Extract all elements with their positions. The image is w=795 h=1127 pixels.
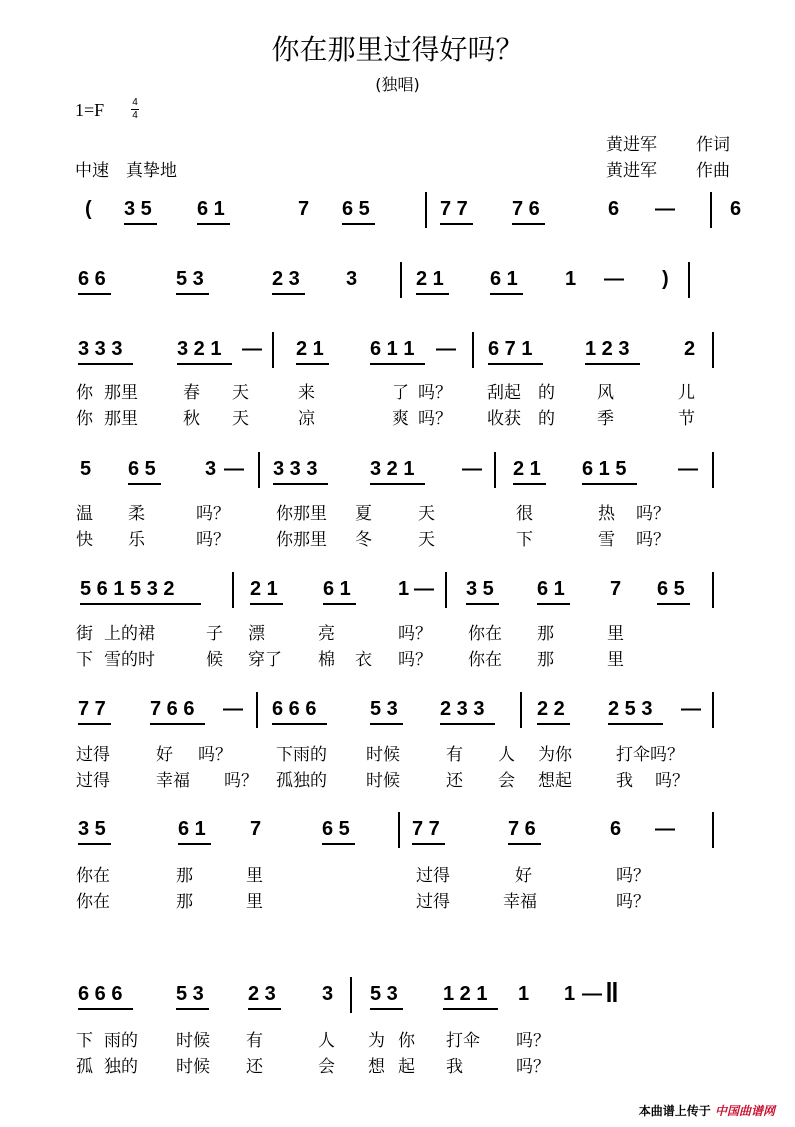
lyric-word: 凉 [298,409,315,429]
note-group: 5 3 [370,698,398,720]
lyric-word: 很 [516,504,533,524]
note-group: 1 [398,578,410,600]
barline [445,572,447,608]
beam-line [124,223,157,225]
lyric-word: 节 [678,409,695,429]
note-group: 5 3 [370,983,398,1005]
barline [472,332,474,368]
note-group: 1 2 3 [585,338,630,360]
lyric-word: 儿 [678,383,695,403]
lyric-word: 为 [368,1031,385,1051]
lyric-word: 时候 [176,1031,210,1051]
lyric-word: 穿了 [248,650,282,670]
beam-line [657,603,690,605]
note-group: 2 5 3 [608,698,653,720]
beam-line [80,603,201,605]
note-group: ( [85,198,92,220]
lyric-word: 你在 [468,624,502,644]
lyric-word: 柔 [128,504,145,524]
beam-line [197,223,230,225]
note-group: 6 7 1 [488,338,533,360]
beam-line [416,293,449,295]
lyric-word: 你 [398,1031,415,1051]
note-group: 6 [610,818,622,840]
lyric-word: 人 [498,745,515,765]
barline [688,262,690,298]
lyric-word: 天 [232,409,249,429]
note-group: 3 3 3 [78,338,123,360]
footer [639,1102,775,1119]
note-group: 3 5 [124,198,152,220]
lyric-word: 吗？ [655,771,689,791]
lyric-word: 那里 [104,383,138,403]
note-group: 6 5 [322,818,350,840]
lyric-word: 你 [76,409,93,429]
lyric-word: 吗？ [616,892,650,912]
lyric-word: 风 [597,383,614,403]
note-group: 7 6 [512,198,540,220]
note-group: 6 6 6 [272,698,317,720]
lyric-word: 热 [598,504,615,524]
lyric-word: 好 [156,745,173,765]
lyric-word: 那 [176,892,193,912]
lyric-word: 下 [76,650,93,670]
lyric-word: 过得 [416,892,450,912]
note-group: 2 1 [416,268,444,290]
lyric-word: 想 [368,1057,385,1077]
lyric-word: 过得 [76,771,110,791]
barline [232,572,234,608]
lyric-word: 子 [206,624,223,644]
note-group: 3 5 [466,578,494,600]
note-group: 7 7 [440,198,468,220]
barline [712,332,714,368]
note-group: 5 3 [176,268,204,290]
lyricist-name: 黄进军 [606,135,657,155]
lyric-word: 那里 [104,409,138,429]
beam-line [440,723,495,725]
lyric-word: 我 [616,771,633,791]
beam-line [488,363,543,365]
lyric-word: 吗？ [636,530,670,550]
note-group: 2 3 [272,268,300,290]
lyric-word: 你那里 [276,504,327,524]
beam-line [370,483,425,485]
dash-note: — [655,198,675,220]
lyric-word: 会 [498,771,515,791]
beam-line [440,223,473,225]
beam-line [128,483,161,485]
lyric-word: 了 [392,383,409,403]
note-group: 5 [80,458,92,480]
time-sig-top: 4 [132,97,138,108]
beam-line [176,1008,209,1010]
note-group: 1 [564,983,576,1005]
note-group: 7 [610,578,622,600]
note-group: ‖ [605,977,619,1008]
beam-line [273,483,328,485]
note-group: 2 1 [250,578,278,600]
lyric-word: 刮起 [487,383,521,403]
lyric-word: 亮 [318,624,335,644]
note-group: 7 6 6 [150,698,195,720]
dash-note: — [224,458,244,480]
beam-line [78,723,111,725]
lyric-word: 过得 [416,866,450,886]
beam-line [78,843,111,845]
note-group: 6 1 [178,818,206,840]
note-group: 3 5 [78,818,106,840]
composer-name: 黄进军 [606,161,657,181]
lyric-word: 春 [183,383,200,403]
lyric-word: 里 [246,892,263,912]
dash-note: — [223,698,243,720]
barline [520,692,522,728]
dash-note: — [436,338,456,360]
beam-line [78,1008,133,1010]
barline [256,692,258,728]
lyric-word: 天 [418,530,435,550]
barline [712,572,714,608]
note-group: 2 [684,338,696,360]
lyric-word: 那 [537,624,554,644]
lyric-word: 秋 [183,409,200,429]
note-group: 6 5 [342,198,370,220]
note-group: 3 [322,983,334,1005]
lyric-word: 你在 [468,650,502,670]
note-group: 7 7 [78,698,106,720]
note-group: 3 2 1 [370,458,415,480]
beam-line [537,603,570,605]
note-group: 2 3 3 [440,698,485,720]
lyric-word: 你那里 [276,530,327,550]
note-group: 1 [565,268,577,290]
beam-line [370,363,425,365]
note-group: 3 [205,458,217,480]
key-signature: 1=F [75,100,105,120]
note-group: 6 6 [78,268,106,290]
note-group: 6 1 1 [370,338,415,360]
dash-note: — [604,268,624,290]
dash-note: — [414,578,434,600]
lyric-word: 幸福 [503,892,537,912]
lyric-word: 你在 [76,892,110,912]
barline [712,692,714,728]
lyric-word: 还 [446,771,463,791]
lyric-word: 吗？ [418,383,452,403]
composer-role: 作曲 [696,161,730,181]
barline [350,977,352,1013]
lyric-word: 里 [246,866,263,886]
lyric-word: 你在 [76,866,110,886]
lyric-word: 独的 [104,1057,138,1077]
barline [400,262,402,298]
lyric-word: 吗？ [398,650,432,670]
lyric-word: 孤独的 [276,771,327,791]
beam-line [342,223,375,225]
dash-note: — [582,983,602,1005]
lyric-word: 吗？ [516,1031,550,1051]
lyric-word: 里 [607,650,624,670]
barline [712,812,714,848]
lyric-word: 吗？ [616,866,650,886]
lyric-word: 想起 [538,771,572,791]
note-group: 7 [298,198,310,220]
lyric-word: 有 [446,745,463,765]
beam-line [272,293,305,295]
beam-line [443,1008,498,1010]
barline [272,332,274,368]
barline [258,452,260,488]
note-group: 6 5 [657,578,685,600]
note-group: 3 2 1 [177,338,222,360]
lyric-word: 吗？ [198,745,232,765]
beam-line [176,293,209,295]
note-group: 5 6 1 5 3 2 [80,578,175,600]
note-group: 6 1 [323,578,351,600]
lyric-word: 吗？ [418,409,452,429]
note-group: 6 1 [490,268,518,290]
lyric-word: 漂 [248,624,265,644]
time-signature [130,98,140,121]
lyric-word: 爽 [392,409,409,429]
lyric-word: 时候 [366,745,400,765]
beam-line [466,603,499,605]
beam-line [322,843,355,845]
note-group: 6 6 6 [78,983,123,1005]
beam-line [370,1008,403,1010]
note-group: 1 2 1 [443,983,488,1005]
lyric-word: 好 [515,866,532,886]
lyric-word: 下 [76,1031,93,1051]
beam-line [608,723,663,725]
lyric-word: 吗？ [196,504,230,524]
note-group: 6 5 [128,458,156,480]
lyric-word: 雨的 [104,1031,138,1051]
lyric-word: 乐 [128,530,145,550]
note-group: 2 2 [537,698,565,720]
lyric-word: 天 [418,504,435,524]
lyric-word: 候 [206,650,223,670]
note-group: 6 1 [197,198,225,220]
lyric-word: 你 [76,383,93,403]
lyric-word: 的 [538,383,555,403]
lyric-word: 下 [516,530,533,550]
song-title: 你在那里过得好吗？ [271,33,524,66]
note-group: 7 7 [412,818,440,840]
footer-text: 本曲谱上传于 [638,1104,711,1118]
note-group: 3 [346,268,358,290]
note-group: 6 [608,198,620,220]
barline [710,192,712,228]
lyric-word: 幸福 [156,771,190,791]
lyric-word: 为你 [538,745,572,765]
beam-line [248,1008,281,1010]
lyric-word: 吗？ [516,1057,550,1077]
dash-note: — [681,698,701,720]
lyric-word: 棉 [318,650,335,670]
tempo-marking: 中速 真挚地 [75,161,177,181]
note-group: 7 6 [508,818,536,840]
beam-line [513,483,546,485]
lyric-word: 时候 [176,1057,210,1077]
note-group: 2 3 [248,983,276,1005]
beam-line [323,603,356,605]
lyricist-role: 作词 [696,135,730,155]
beam-line [582,483,637,485]
song-subtitle: (独唱) [375,75,420,94]
lyric-word: 有 [246,1031,263,1051]
lyric-word: 夏 [355,504,372,524]
lyric-word: 吗？ [196,530,230,550]
lyric-word: 温 [76,504,93,524]
dash-note: — [655,818,675,840]
beam-line [512,223,545,225]
note-group: 2 1 [513,458,541,480]
beam-line [150,723,205,725]
lyric-word: 收获 [487,409,521,429]
barline [712,452,714,488]
lyric-word: 衣 [355,650,372,670]
lyric-word: 吗？ [224,771,258,791]
note-group: 2 1 [296,338,324,360]
beam-line [78,293,111,295]
beam-line [490,293,523,295]
lyric-word: 那 [537,650,554,670]
beam-line [250,603,283,605]
lyric-word: 来 [298,383,315,403]
lyric-word: 天 [232,383,249,403]
note-group: 7 [250,818,262,840]
lyric-word: 孤 [76,1057,93,1077]
lyric-word: 时候 [366,771,400,791]
lyric-word: 雪的时 [104,650,155,670]
note-group: 6 1 [537,578,565,600]
lyric-word: 雪 [598,530,615,550]
lyric-word: 打伞 [446,1031,480,1051]
beam-line [508,843,541,845]
note-group: 5 3 [176,983,204,1005]
beam-line [177,363,232,365]
lyric-word: 里 [607,624,624,644]
site-logo: 中国曲谱网 [714,1104,775,1118]
lyric-word: 下雨的 [276,745,327,765]
dash-note: — [462,458,482,480]
beam-line [412,843,445,845]
lyric-word: 打伞吗？ [616,745,684,765]
beam-line [370,723,403,725]
lyric-word: 冬 [355,530,372,550]
note-group: 1 [518,983,530,1005]
barline [425,192,427,228]
dash-note: — [678,458,698,480]
lyric-word: 起 [398,1057,415,1077]
lyric-word: 街 [76,624,93,644]
barline [494,452,496,488]
beam-line [78,363,133,365]
note-group: 6 1 5 [582,458,627,480]
lyric-word: 吗？ [636,504,670,524]
lyric-word: 吗？ [398,624,432,644]
beam-line [585,363,640,365]
lyric-word: 那 [176,866,193,886]
lyric-word: 季 [597,409,614,429]
barline [398,812,400,848]
dash-note: — [242,338,262,360]
time-sig-bottom: 4 [132,110,138,121]
lyric-word: 我 [446,1057,463,1077]
note-group: 3 3 3 [273,458,318,480]
lyric-word: 还 [246,1057,263,1077]
lyric-word: 会 [318,1057,335,1077]
lyric-word: 过得 [76,745,110,765]
note-group: 6 [730,198,742,220]
beam-line [296,363,329,365]
beam-line [537,723,570,725]
lyric-word: 的 [538,409,555,429]
note-group: ) [662,268,669,290]
beam-line [178,843,211,845]
lyric-word: 上的裙 [104,624,155,644]
beam-line [272,723,327,725]
lyric-word: 人 [318,1031,335,1051]
lyric-word: 快 [76,530,93,550]
